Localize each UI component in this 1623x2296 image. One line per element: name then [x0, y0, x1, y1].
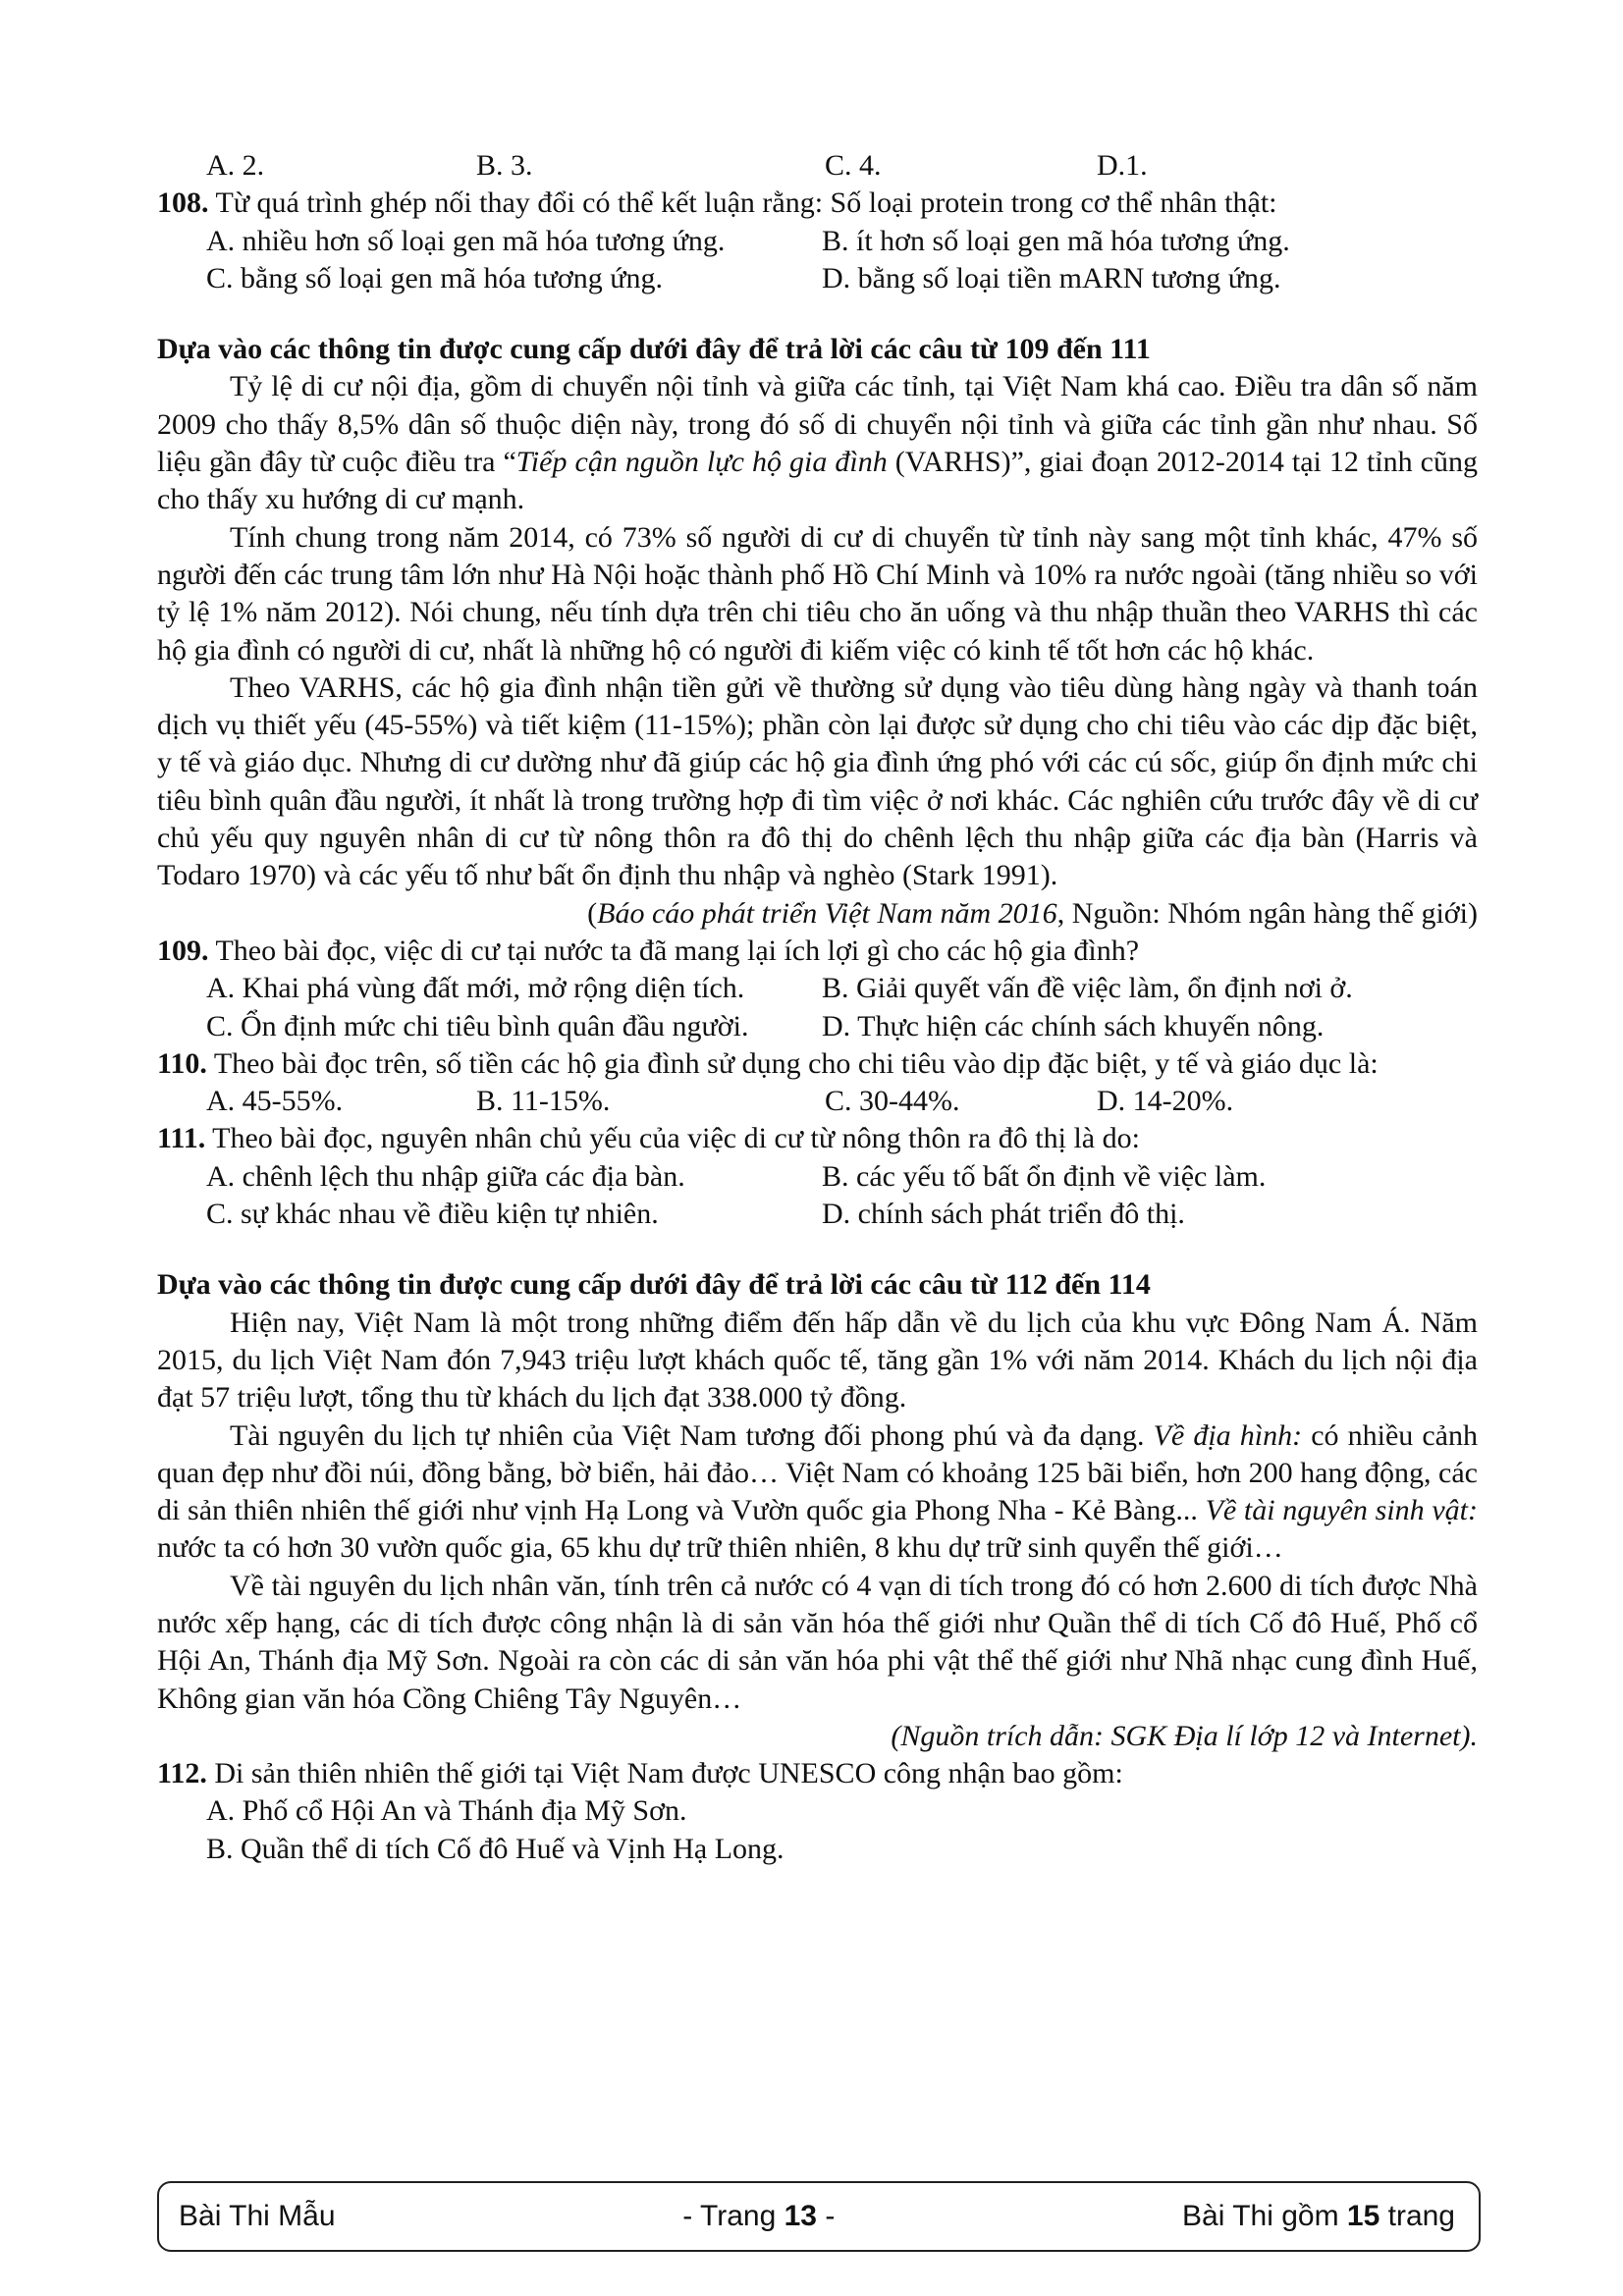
footer-total-pages [1182, 2200, 1455, 2233]
option-a: A. nhiều hơn số loại gen mã hóa tương ứng. [206, 224, 726, 257]
footer-page-number [682, 2200, 835, 2233]
option-a: A. 45-55%. [206, 1085, 344, 1118]
question-text: Từ quá trình ghép nối thay đổi có thể kết luận rằng: Số loại protein trong cơ thể nhân thật: [208, 187, 1277, 220]
option-a: A. Khai phá vùng đất mới, mở rộng diện tích. [206, 972, 745, 1005]
passage-paragraph-1 [157, 368, 1478, 518]
option-c: C. 4. [825, 149, 882, 182]
passage-paragraph-1: Hiện nay, Việt Nam là một trong những điểm đến hấp dẫn về du lịch của khu vực Đông Nam Á. Năm 2015, du lịch Việt Nam đón 7,943 triệu lượt khách quốc tế, tăng gần 1% với năm 2014. Khách du lịch nội địa đạt 57 triệu lượt, tổng thu từ khách du lịch đạt 338.000 tỷ đồng. [157, 1306, 1478, 1415]
current-page: 13 [784, 2200, 817, 2232]
page-label-end: - [817, 2200, 836, 2232]
question-109-options-row2 [157, 1008, 1478, 1045]
total-label: Bài Thi gồm [1182, 2200, 1347, 2232]
question-number: 110. [157, 1046, 207, 1080]
source-paren: ( [587, 896, 598, 930]
passage-text: Tỷ lệ di cư nội địa, gồm di chuyển nội tỉnh và giữa các tỉnh, tại Việt Nam khá cao. Điều tra dân số năm 2009 cho thấy 8,5% dân số thuộc diện này, trong đó số di chuyển nội tỉnh và giữa các tỉnh gần như nhau. Số liệu gần đây từ cuộc điều tra “ [157, 370, 1478, 479]
source-title: Báo cáo phát triển Việt Nam năm 2016 [597, 896, 1057, 930]
question-108-options-row1 [157, 223, 1478, 260]
passage-text: Tài nguyên du lịch tự nhiên của Việt Nam tương đối phong phú và đa dạng. [230, 1418, 1154, 1452]
option-b: B. 11-15%. [476, 1085, 611, 1118]
question-109 [157, 933, 1478, 970]
option-a: A. chênh lệch thu nhập giữa các địa bàn. [206, 1159, 685, 1193]
section-heading-109-111: Dựa vào các thông tin được cung cấp dưới đây để trả lời các câu từ 109 đến 111 [157, 333, 1151, 366]
option-d: D. chính sách phát triển đô thị. [822, 1198, 1185, 1231]
passage-text: nước ta có hơn 30 vườn quốc gia, 65 khu dự trữ thiên nhiên, 8 khu dự trữ sinh quyển thế giới… [157, 1531, 1283, 1565]
question-number: 112. [157, 1757, 207, 1790]
question-number: 109. [157, 934, 209, 967]
question-text: Theo bài đọc, nguyên nhân chủ yếu của việc di cư từ nông thôn ra đô thị là do: [205, 1122, 1140, 1155]
question-text: Theo bài đọc, việc di cư tại nước ta đã mang lại ích lợi gì cho các hộ gia đình? [208, 934, 1140, 967]
passage-paragraph-2 [157, 1417, 1478, 1568]
question-108-options-row2 [157, 260, 1478, 297]
topic-label: Về địa hình: [1153, 1418, 1303, 1452]
passage-paragraph-3: Theo VARHS, các hộ gia đình nhận tiền gửi về thường sử dụng vào tiêu dùng hàng ngày và thanh toán dịch vụ thiết yếu (45-55%) và tiết kiệm (11-15%); phần còn lại được sử dụng cho chi tiêu vào các dịp đặc biệt, y tế và giáo dục. Nhưng di cư dường như đã giúp các hộ gia đình ứng phó với các cú sốc, giúp ổn định mức chi tiêu bình quân đầu người, ít nhất là trong trường hợp đi tìm việc ở nơi khác. Các nghiên cứu trước đây về di cư chủ yếu quy nguyên nhân di cư từ nông thôn ra đô thị do chênh lệch thu nhập giữa các địa bàn (Harris và Todaro 1970) và các yếu tố như bất ổn định thu nhập và nghèo (Stark 1991). [157, 670, 1478, 892]
passage-text: có nhiều cảnh quan đẹp như đồi núi, đồng bằng, bờ biển, hải đảo… Việt Nam có khoảng 125 bãi biển, hơn 200 hang động, các di sản thiên nhiên thế giới như vịnh Hạ Long và Vườn quốc gia Phong Nha - Kẻ Bàng... [157, 1418, 1478, 1527]
footer-exam-name: Bài Thi Mẫu [179, 2200, 336, 2232]
option-b: B. ít hơn số loại gen mã hóa tương ứng. [822, 224, 1290, 257]
question-111-options-row1 [157, 1158, 1478, 1196]
total-label-end: trang [1380, 2200, 1455, 2232]
question-number: 111. [157, 1122, 206, 1155]
option-d: D.1. [1097, 149, 1148, 182]
question-112-option-b: B. Quần thể di tích Cố đô Huế và Vịnh Hạ Long. [206, 1832, 784, 1865]
question-108 [157, 185, 1478, 222]
question-110 [157, 1045, 1478, 1083]
question-text: Di sản thiên nhiên thế giới tại Việt Nam được UNESCO công nhận bao gồm: [206, 1757, 1123, 1790]
page-content [157, 147, 1478, 1868]
question-110-options [157, 1083, 1478, 1120]
option-c: C. Ổn định mức chi tiêu bình quân đầu người. [206, 1009, 749, 1042]
question-text: Theo bài đọc trên, số tiền các hộ gia đình sử dụng cho chi tiêu vào dịp đặc biệt, y tế và giáo dục là: [206, 1046, 1379, 1080]
page-footer [157, 2181, 1481, 2252]
question-111 [157, 1120, 1478, 1157]
prev-question-options [157, 147, 1478, 185]
total-pages: 15 [1346, 2200, 1380, 2232]
option-c: C. sự khác nhau về điều kiện tự nhiên. [206, 1198, 659, 1231]
topic-label: Về tài nguyên sinh vật: [1205, 1494, 1478, 1527]
option-d: D. bằng số loại tiền mARN tương ứng. [822, 261, 1281, 294]
question-112-option-a: A. Phố cổ Hội An và Thánh địa Mỹ Sơn. [206, 1794, 687, 1828]
passage-paragraph-2: Tính chung trong năm 2014, có 73% số người di cư di chuyển từ tỉnh này sang một tỉnh khác, 47% số người đến các trung tâm lớn như Hà Nội hoặc thành phố Hồ Chí Minh và 10% ra nước ngoài (tăng nhiều so với tỷ lệ 1% năm 2012). Nói chung, nếu tính dựa trên chi tiêu cho ăn uống và thu nhập thuần theo VARHS thì các hộ gia đình có người di cư, nhất là những hộ có người đi kiếm việc có kinh tế tốt hơn các hộ khác. [157, 520, 1478, 667]
section-heading-112-114: Dựa vào các thông tin được cung cấp dưới đây để trả lời các câu từ 112 đến 114 [157, 1268, 1151, 1302]
survey-name: Tiếp cận nguồn lực hộ gia đình [515, 446, 888, 479]
question-112 [157, 1755, 1478, 1792]
passage-source [157, 895, 1478, 933]
option-a: A. 2. [206, 149, 265, 182]
option-b: B. các yếu tố bất ổn định về việc làm. [822, 1159, 1267, 1193]
passage-text: (VARHS)”, giai đoạn 2012-2014 tại 12 tỉnh cũng cho thấy xu hướng di cư mạnh. [157, 446, 1478, 516]
option-c: C. bằng số loại gen mã hóa tương ứng. [206, 261, 663, 294]
question-number: 108. [157, 187, 209, 220]
passage-paragraph-3: Về tài nguyên du lịch nhân văn, tính trên cả nước có 4 vạn di tích trong đó có hơn 2.600 di tích được Nhà nước xếp hạng, các di tích được công nhận là di sản văn hóa thế giới như Quần thể di tích Cố đô Huế, Phố cổ Hội An, Thánh địa Mỹ Sơn. Ngoài ra còn các di sản văn hóa phi vật thể thế giới như Nhã nhạc cung đình Huế, Không gian văn hóa Cồng Chiêng Tây Nguyên… [157, 1569, 1478, 1715]
question-111-options-row2 [157, 1196, 1478, 1233]
option-c: C. 30-44%. [825, 1085, 960, 1118]
option-d: D. 14-20%. [1097, 1085, 1234, 1118]
page-label: - Trang [682, 2200, 784, 2232]
option-b: B. 3. [476, 149, 533, 182]
source-rest: , Nguồn: Nhóm ngân hàng thế giới) [1056, 896, 1478, 930]
option-d: D. Thực hiện các chính sách khuyến nông. [822, 1009, 1325, 1042]
passage-source: (Nguồn trích dẫn: SGK Địa lí lớp 12 và Internet). [891, 1719, 1478, 1752]
option-b: B. Giải quyết vấn đề việc làm, ổn định nơi ở. [822, 972, 1353, 1005]
question-109-options-row1 [157, 970, 1478, 1007]
